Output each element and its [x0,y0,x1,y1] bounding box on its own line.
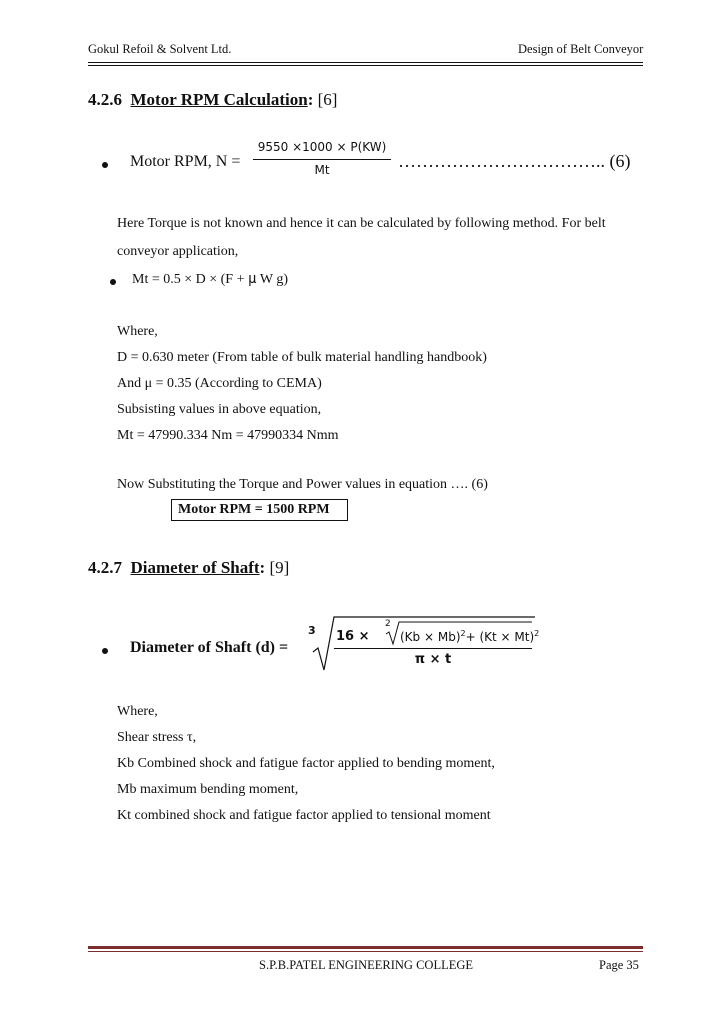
paragraph-line: conveyor application, [117,244,239,259]
substitution-line: Now Substituting the Torque and Power values in equation …. (6) [117,477,488,492]
rpm-denominator: Mt [314,163,330,177]
sqrt-expression: $(Kb \times Mb)^2+ (Kt \times Mt)^2$ [400,629,540,644]
footer-college: S.P.B.PATEL ENGINEERING COLLEGE [259,958,474,972]
mu-value-line: And μ = 0.35 (According to CEMA) [117,376,322,391]
motor-rpm-label: Motor RPM, N = [130,153,241,170]
header-rule [88,62,643,66]
section-ref: [6] [317,90,338,109]
where-label: Where, [117,704,158,719]
footer-rule [88,946,643,952]
equation-number: …………………………….. (6) [398,151,631,171]
shaft-denominator: π × t [414,652,452,667]
section-heading-shaft-diameter [88,558,289,578]
shaft-fraction-bar [334,648,532,649]
section-title: Diameter of Shaft [130,558,260,577]
shaft-formula-label: Diameter of Shaft (d) = [130,639,289,656]
mb-definition: Mb maximum bending moment, [117,782,299,797]
section-number: 4.2.7 [88,558,122,577]
section-number: 4.2.6 [88,90,122,109]
cube-root-index: 3 [308,624,316,637]
bullet-icon [110,279,116,285]
section-colon: : [259,558,266,577]
mt-value-line: Mt = 47990.334 Nm = 47990334 Nmm [117,428,339,443]
bullet-icon [102,648,108,654]
torque-formula: Mt = 0.5 × D × (F + μ W g) [132,271,289,287]
rpm-numerator: 9550 ×1000 × P(KW) [257,140,387,154]
kt-definition: Kt combined shock and fatigue factor applied to tensional moment [117,808,491,823]
footer-page-number: Page 35 [599,958,639,972]
subsisting-line: Subsisting values in above equation, [117,402,322,417]
section-colon: : [307,90,314,109]
kb-definition: Kb Combined shock and fatigue factor applied to bending moment, [117,756,495,771]
bullet-icon [102,162,108,168]
d-value-line: D = 0.630 meter (From table of bulk material handling handbook) [117,350,487,365]
shear-stress-line: Shear stress τ, [117,730,197,745]
section-heading-motor-rpm [88,90,337,110]
fraction-bar [253,159,391,160]
section-ref: [9] [269,558,290,577]
section-title: Motor RPM Calculation [130,90,308,109]
result-box: Motor RPM = 1500 RPM [171,499,348,521]
header-right: Design of Belt Conveyor [518,42,644,56]
paragraph-line: Here Torque is not known and hence it can be calculated by following method. For belt [117,216,606,231]
where-label: Where, [117,324,158,339]
shaft-numerator-16: 16 × [336,629,370,644]
header-left: Gokul Refoil & Solvent Ltd. [88,42,232,56]
sqrt-index: 2 [385,619,391,629]
